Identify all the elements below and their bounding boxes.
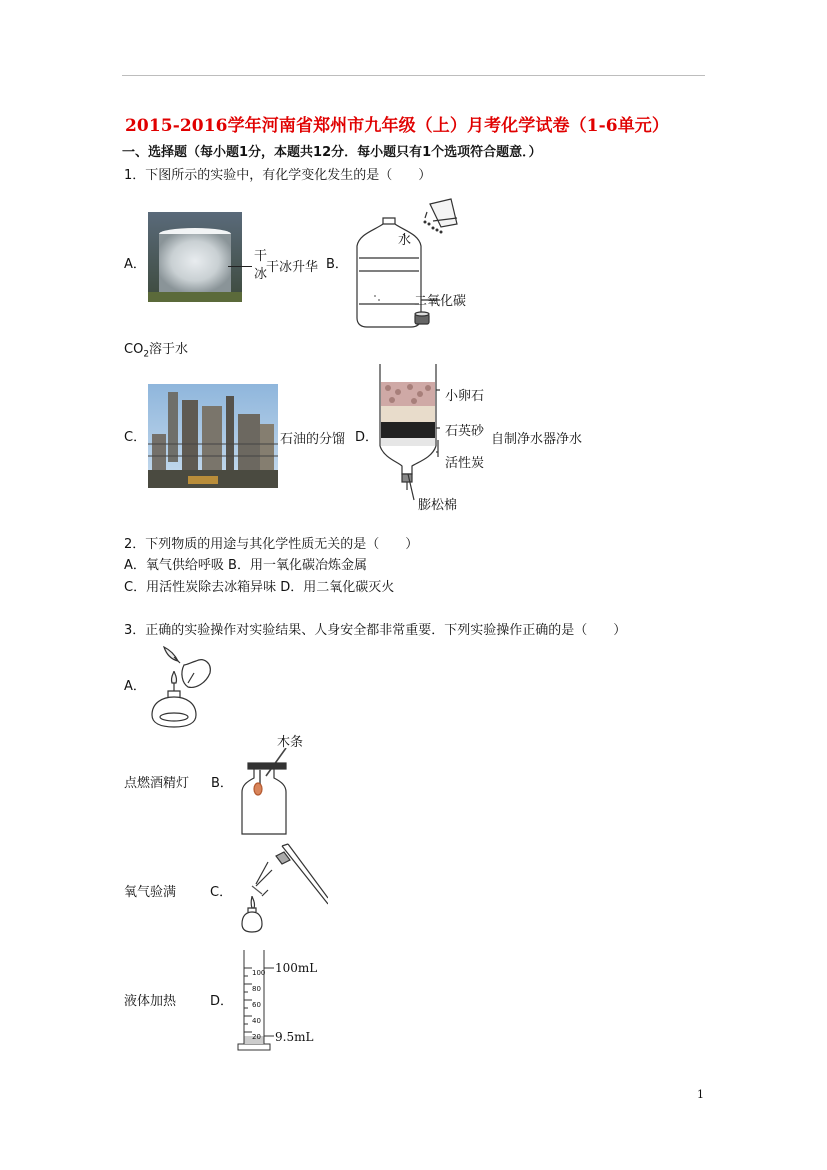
label-water: 水 [398, 233, 412, 248]
q3-c-caption: 液体加热 [124, 994, 177, 1009]
gas-bottle-diagram [236, 748, 296, 836]
tick-label: 100 [252, 969, 266, 977]
bottle-diagram [345, 196, 475, 331]
q2-stem: 2．下列物质的用途与其化学性质无关的是（ ） [124, 537, 419, 552]
q3-option-a-letter: A． [124, 679, 146, 694]
q1-option-a-letter: A． [124, 257, 146, 272]
alcohol-lamps-diagram [144, 643, 224, 733]
q1-stem: 1．下图所示的实验中，有化学变化发生的是（ ） [124, 168, 432, 183]
q1-a-caption: 干冰升华 [266, 260, 319, 275]
q3-option-b-letter: B． [211, 776, 233, 791]
tick-label: 80 [252, 985, 261, 993]
label-quartz-sand: 石英砂 [445, 424, 485, 439]
label-activated-carbon: 活性炭 [445, 456, 485, 471]
test-tube-heating-diagram [228, 842, 328, 938]
label-wood-strip: 木条 [277, 735, 304, 750]
header-rule [122, 75, 705, 76]
q3-option-d-letter: D． [210, 994, 234, 1009]
q1-option-d-letter: D． [355, 430, 379, 445]
label-gan: 干 [254, 249, 268, 264]
label-co2: 二氧化碳 [414, 294, 467, 309]
q3-stem: 3．正确的实验操作对实验结果、人身安全都非常重要．下列实验操作正确的是（ ） [124, 623, 627, 638]
tick-label: 20 [252, 1033, 261, 1041]
q2-options-line2: C．用活性炭除去冰箱异味 D．用二氧化碳灭火 [124, 580, 395, 595]
page-title: 2015-2016学年河南省郑州市九年级（上）月考化学试卷（1-6单元） [125, 116, 669, 136]
label-bing: 冰 [254, 267, 268, 282]
q1-b-caption [124, 342, 188, 363]
section-heading: 一、选择题（每小题1分，本题共12分．每小题只有1个选项符合题意．） [122, 145, 542, 160]
label-9-5ml: 9.5mL [275, 1030, 314, 1044]
q3-b-caption: 氧气验满 [124, 885, 177, 900]
label-cotton: 膨松棉 [418, 498, 458, 513]
page-number: 1 [697, 1088, 704, 1101]
dissolve-text: 溶于水 [149, 342, 189, 357]
label-pebbles: 小卵石 [445, 389, 485, 404]
q1-option-c-letter: C． [124, 430, 147, 445]
co-text: CO [124, 342, 144, 357]
cylinder-tick-labels [252, 965, 265, 1045]
q3-a-caption: 点燃酒精灯 [124, 776, 190, 791]
water-purifier-diagram [374, 362, 454, 512]
q1-d-caption: 自制净水器净水 [491, 432, 583, 447]
tick-label: 60 [252, 1001, 261, 1009]
q1-c-caption: 石油的分馏 [280, 432, 346, 447]
dry-ice-photo [148, 212, 242, 302]
q1-option-b-letter: B． [326, 257, 348, 272]
co2-subscript: 2 [143, 349, 150, 360]
label-100ml: 100mL [275, 961, 318, 975]
q2-options-line1: A．氧气供给呼吸 B．用一氧化碳冶炼金属 [124, 558, 367, 573]
q3-option-c-letter: C． [210, 885, 233, 900]
refinery-photo [148, 384, 278, 488]
dry-ice-leader-line [228, 266, 252, 267]
tick-label: 40 [252, 1017, 261, 1025]
